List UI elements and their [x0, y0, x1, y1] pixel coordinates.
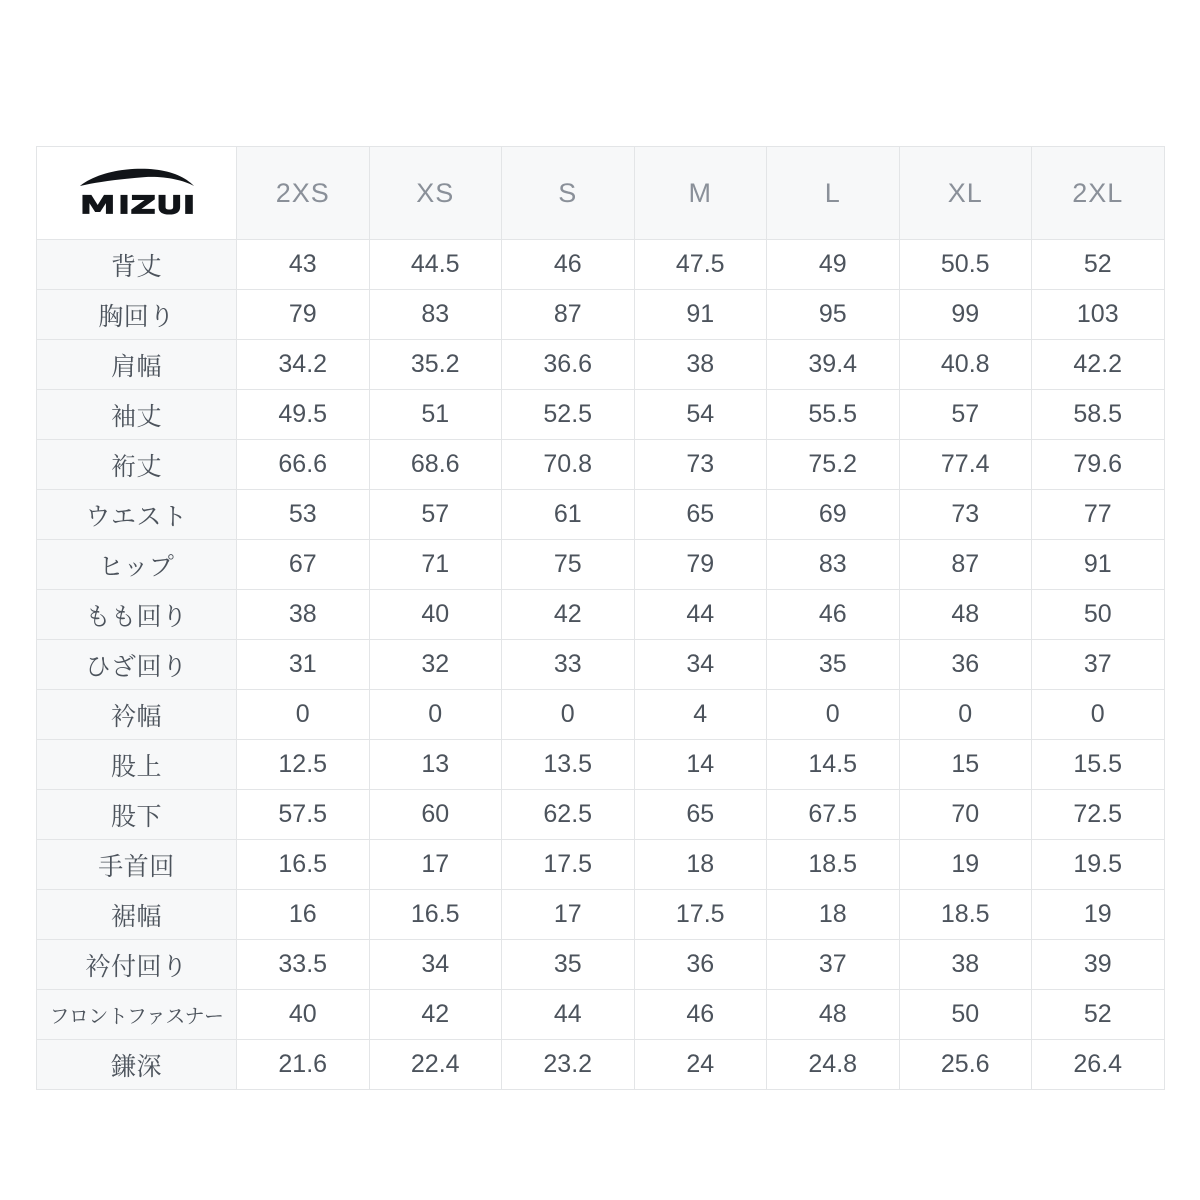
cell-value: 19 — [1032, 890, 1165, 940]
cell-value: 37 — [767, 940, 900, 990]
cell-value: 57.5 — [237, 790, 370, 840]
cell-value: 87 — [899, 540, 1032, 590]
table-row — [37, 290, 1165, 340]
cell-value: 19 — [899, 840, 1032, 890]
cell-value: 21.6 — [237, 1040, 370, 1090]
cell-value: 73 — [634, 440, 767, 490]
cell-value: 83 — [767, 540, 900, 590]
cell-value: 39.4 — [767, 340, 900, 390]
cell-value: 25.6 — [899, 1040, 1032, 1090]
cell-value: 18 — [634, 840, 767, 890]
cell-value: 62.5 — [502, 790, 635, 840]
cell-value: 40 — [237, 990, 370, 1040]
row-label: ウエスト — [37, 490, 237, 540]
cell-value: 40 — [369, 590, 502, 640]
cell-value: 4 — [634, 690, 767, 740]
cell-value: 75 — [502, 540, 635, 590]
cell-value: 14.5 — [767, 740, 900, 790]
table-row — [37, 1040, 1165, 1090]
cell-value: 0 — [899, 690, 1032, 740]
table-row — [37, 690, 1165, 740]
size-header-xl: XL — [899, 147, 1032, 240]
cell-value: 48 — [899, 590, 1032, 640]
table-row — [37, 540, 1165, 590]
cell-value: 18.5 — [899, 890, 1032, 940]
cell-value: 69 — [767, 490, 900, 540]
cell-value: 66.6 — [237, 440, 370, 490]
cell-value: 49 — [767, 240, 900, 290]
size-chart-table-wrapper — [36, 146, 1164, 1090]
cell-value: 79.6 — [1032, 440, 1165, 490]
cell-value: 18 — [767, 890, 900, 940]
cell-value: 44 — [634, 590, 767, 640]
cell-value: 34 — [634, 640, 767, 690]
row-label: 衿付回り — [37, 940, 237, 990]
table-row — [37, 640, 1165, 690]
row-label: 衿幅 — [37, 690, 237, 740]
size-header-2xl: 2XL — [1032, 147, 1165, 240]
cell-value: 99 — [899, 290, 1032, 340]
cell-value: 67.5 — [767, 790, 900, 840]
cell-value: 40.8 — [899, 340, 1032, 390]
cell-value: 77 — [1032, 490, 1165, 540]
cell-value: 83 — [369, 290, 502, 340]
cell-value: 36 — [634, 940, 767, 990]
cell-value: 23.2 — [502, 1040, 635, 1090]
cell-value: 72.5 — [1032, 790, 1165, 840]
cell-value: 57 — [369, 490, 502, 540]
cell-value: 39 — [1032, 940, 1165, 990]
cell-value: 52.5 — [502, 390, 635, 440]
cell-value: 13.5 — [502, 740, 635, 790]
table-row — [37, 240, 1165, 290]
cell-value: 19.5 — [1032, 840, 1165, 890]
size-chart-table — [36, 146, 1165, 1090]
cell-value: 24.8 — [767, 1040, 900, 1090]
cell-value: 14 — [634, 740, 767, 790]
cell-value: 50.5 — [899, 240, 1032, 290]
cell-value: 18.5 — [767, 840, 900, 890]
cell-value: 70.8 — [502, 440, 635, 490]
row-label: 股下 — [37, 790, 237, 840]
row-label: フロントファスナー — [37, 990, 237, 1040]
cell-value: 33 — [502, 640, 635, 690]
cell-value: 48 — [767, 990, 900, 1040]
table-row — [37, 390, 1165, 440]
size-header-m: M — [634, 147, 767, 240]
cell-value: 43 — [237, 240, 370, 290]
cell-value: 46 — [767, 590, 900, 640]
cell-value: 91 — [634, 290, 767, 340]
cell-value: 0 — [237, 690, 370, 740]
cell-value: 87 — [502, 290, 635, 340]
cell-value: 22.4 — [369, 1040, 502, 1090]
table-row — [37, 340, 1165, 390]
cell-value: 50 — [1032, 590, 1165, 640]
cell-value: 42 — [369, 990, 502, 1040]
row-label: 裾幅 — [37, 890, 237, 940]
mizuno-logo-icon — [73, 167, 201, 219]
cell-value: 60 — [369, 790, 502, 840]
cell-value: 57 — [899, 390, 1032, 440]
cell-value: 0 — [1032, 690, 1165, 740]
cell-value: 24 — [634, 1040, 767, 1090]
row-label: 鎌深 — [37, 1040, 237, 1090]
cell-value: 26.4 — [1032, 1040, 1165, 1090]
table-row — [37, 940, 1165, 990]
cell-value: 16.5 — [369, 890, 502, 940]
cell-value: 42.2 — [1032, 340, 1165, 390]
cell-value: 52 — [1032, 240, 1165, 290]
size-header-s: S — [502, 147, 635, 240]
cell-value: 53 — [237, 490, 370, 540]
table-row — [37, 490, 1165, 540]
cell-value: 0 — [767, 690, 900, 740]
cell-value: 73 — [899, 490, 1032, 540]
cell-value: 17.5 — [634, 890, 767, 940]
cell-value: 55.5 — [767, 390, 900, 440]
table-row — [37, 440, 1165, 490]
cell-value: 77.4 — [899, 440, 1032, 490]
row-label: ヒップ — [37, 540, 237, 590]
cell-value: 75.2 — [767, 440, 900, 490]
cell-value: 35 — [502, 940, 635, 990]
cell-value: 34 — [369, 940, 502, 990]
size-header-l: L — [767, 147, 900, 240]
cell-value: 52 — [1032, 990, 1165, 1040]
cell-value: 17.5 — [502, 840, 635, 890]
cell-value: 79 — [237, 290, 370, 340]
table-row — [37, 790, 1165, 840]
cell-value: 103 — [1032, 290, 1165, 340]
table-row — [37, 740, 1165, 790]
size-header-xs: XS — [369, 147, 502, 240]
cell-value: 31 — [237, 640, 370, 690]
cell-value: 46 — [502, 240, 635, 290]
cell-value: 38 — [899, 940, 1032, 990]
cell-value: 36.6 — [502, 340, 635, 390]
brand-logo-cell — [37, 147, 237, 240]
cell-value: 0 — [369, 690, 502, 740]
cell-value: 61 — [502, 490, 635, 540]
cell-value: 70 — [899, 790, 1032, 840]
cell-value: 71 — [369, 540, 502, 590]
cell-value: 38 — [634, 340, 767, 390]
table-row — [37, 840, 1165, 890]
row-label: 裄丈 — [37, 440, 237, 490]
cell-value: 67 — [237, 540, 370, 590]
cell-value: 65 — [634, 490, 767, 540]
cell-value: 37 — [1032, 640, 1165, 690]
row-label: 手首回 — [37, 840, 237, 890]
cell-value: 35.2 — [369, 340, 502, 390]
cell-value: 58.5 — [1032, 390, 1165, 440]
cell-value: 51 — [369, 390, 502, 440]
row-label: 股上 — [37, 740, 237, 790]
cell-value: 50 — [899, 990, 1032, 1040]
row-label: 背丈 — [37, 240, 237, 290]
cell-value: 38 — [237, 590, 370, 640]
cell-value: 47.5 — [634, 240, 767, 290]
row-label: ひざ回り — [37, 640, 237, 690]
cell-value: 44 — [502, 990, 635, 1040]
cell-value: 35 — [767, 640, 900, 690]
cell-value: 32 — [369, 640, 502, 690]
cell-value: 12.5 — [237, 740, 370, 790]
size-header-2xs: 2XS — [237, 147, 370, 240]
cell-value: 42 — [502, 590, 635, 640]
table-row — [37, 890, 1165, 940]
cell-value: 17 — [369, 840, 502, 890]
table-header-row — [37, 147, 1165, 240]
cell-value: 46 — [634, 990, 767, 1040]
row-label: 袖丈 — [37, 390, 237, 440]
cell-value: 34.2 — [237, 340, 370, 390]
cell-value: 68.6 — [369, 440, 502, 490]
row-label: もも回り — [37, 590, 237, 640]
cell-value: 17 — [502, 890, 635, 940]
cell-value: 79 — [634, 540, 767, 590]
row-label: 肩幅 — [37, 340, 237, 390]
cell-value: 91 — [1032, 540, 1165, 590]
cell-value: 15 — [899, 740, 1032, 790]
row-label: 胸回り — [37, 290, 237, 340]
cell-value: 15.5 — [1032, 740, 1165, 790]
cell-value: 16 — [237, 890, 370, 940]
cell-value: 13 — [369, 740, 502, 790]
cell-value: 65 — [634, 790, 767, 840]
cell-value: 49.5 — [237, 390, 370, 440]
cell-value: 0 — [502, 690, 635, 740]
cell-value: 16.5 — [237, 840, 370, 890]
cell-value: 95 — [767, 290, 900, 340]
cell-value: 36 — [899, 640, 1032, 690]
cell-value: 33.5 — [237, 940, 370, 990]
table-row — [37, 590, 1165, 640]
table-row — [37, 990, 1165, 1040]
cell-value: 44.5 — [369, 240, 502, 290]
cell-value: 54 — [634, 390, 767, 440]
